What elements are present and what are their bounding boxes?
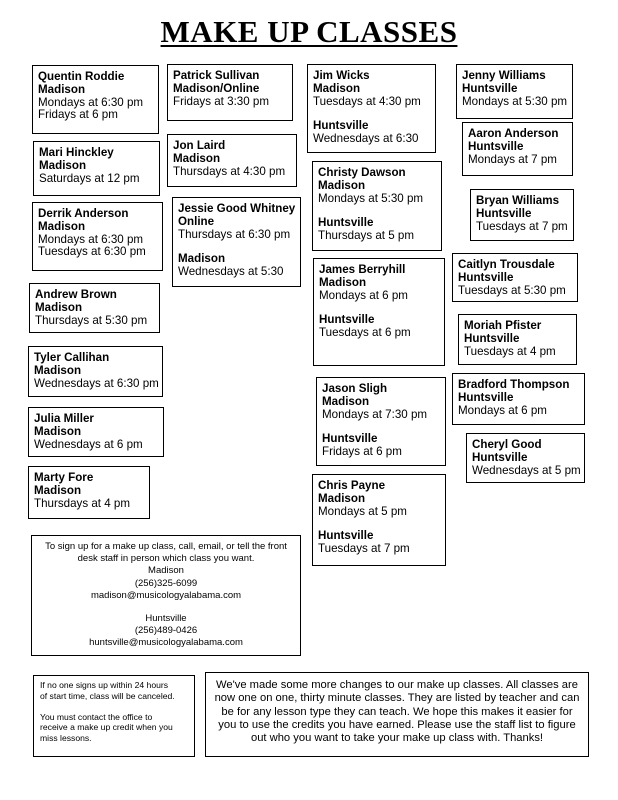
class-time: Mondays at 5:30 pm bbox=[318, 191, 424, 205]
teacher-card-caitlyn-trousdale bbox=[452, 253, 578, 302]
announcement-box bbox=[205, 672, 589, 757]
teacher-name: Bryan Williams bbox=[476, 194, 560, 207]
teacher-card-james-berryhill bbox=[313, 258, 445, 366]
teacher-card-jim-wicks bbox=[307, 64, 436, 153]
credit-policy: You must contact the office to bbox=[40, 711, 153, 722]
teacher-name: Christy Dawson bbox=[318, 166, 406, 179]
location: Huntsville bbox=[476, 206, 532, 220]
credit-policy: receive a make up credit when you bbox=[40, 722, 173, 733]
teacher-name: Jim Wicks bbox=[313, 69, 370, 82]
teacher-card-tyler-callihan bbox=[28, 346, 163, 397]
teacher-name: Aaron Anderson bbox=[468, 127, 559, 140]
teacher-name: Bradford Thompson bbox=[458, 378, 570, 391]
class-time: Wednesdays at 5:30 bbox=[178, 265, 284, 279]
teacher-name: Chris Payne bbox=[318, 479, 386, 492]
teacher-card-marty-fore bbox=[28, 466, 150, 519]
class-time: Tuesdays at 6:30 pm bbox=[38, 245, 146, 259]
madison-email: madison@musicologyalabama.com bbox=[90, 589, 242, 601]
location: Madison bbox=[38, 82, 86, 96]
class-time: Mondays at 7:30 pm bbox=[322, 407, 428, 421]
policy-note-box bbox=[33, 675, 195, 757]
location: Huntsville bbox=[319, 313, 375, 327]
location: Huntsville bbox=[322, 432, 378, 446]
location: Madison/Online bbox=[173, 81, 260, 95]
location: Madison bbox=[39, 158, 87, 172]
teacher-card-andrew-brown bbox=[29, 283, 160, 333]
class-time: Fridays at 6 pm bbox=[322, 445, 402, 459]
location: Madison bbox=[318, 491, 366, 505]
class-time: Tuesdays at 4 pm bbox=[464, 344, 556, 358]
location: Huntsville bbox=[462, 81, 518, 95]
signup-instructions: To sign up for a make up class, call, email, or tell the front bbox=[45, 541, 287, 552]
location: Online bbox=[178, 214, 215, 228]
location: Huntsville bbox=[313, 119, 369, 133]
class-time: Mondays at 6 pm bbox=[458, 403, 547, 417]
teacher-name: Cheryl Good bbox=[472, 438, 542, 451]
teacher-card-julia-miller bbox=[28, 407, 164, 457]
location: Madison bbox=[313, 81, 361, 95]
teacher-name: Quentin Roddie bbox=[38, 70, 125, 83]
location: Huntsville bbox=[458, 390, 514, 404]
location: Madison bbox=[173, 151, 221, 165]
location: Huntsville bbox=[458, 270, 514, 284]
class-time: Wednesdays at 5 pm bbox=[472, 463, 581, 477]
teacher-card-quentin-roddie bbox=[32, 65, 159, 134]
location: Huntsville bbox=[318, 529, 374, 543]
teacher-card-chris-payne bbox=[312, 474, 446, 566]
cancel-policy: of start time, class will be canceled. bbox=[40, 690, 175, 701]
credit-policy: miss lessons. bbox=[40, 733, 92, 744]
location: Madison bbox=[319, 275, 367, 289]
teacher-card-jessie-good-whitney bbox=[172, 197, 301, 287]
teacher-card-moriah-pfister bbox=[458, 314, 577, 365]
class-time: Wednesdays at 6 pm bbox=[34, 437, 143, 451]
signup-info-box bbox=[31, 535, 301, 656]
class-time: Wednesdays at 6:30 pm bbox=[34, 376, 159, 390]
teacher-name: Caitlyn Trousdale bbox=[458, 258, 555, 271]
class-time: Fridays at 3:30 pm bbox=[173, 94, 270, 108]
madison-phone: (256)325-6099 bbox=[134, 577, 198, 589]
location: Madison bbox=[322, 394, 370, 408]
class-time: Mondays at 6:30 pm bbox=[38, 95, 144, 109]
teacher-card-derrik-anderson bbox=[32, 202, 163, 271]
teacher-name: Andrew Brown bbox=[35, 288, 117, 301]
class-time: Thursdays at 4:30 pm bbox=[173, 164, 286, 178]
teacher-name: Jessie Good Whitney bbox=[178, 202, 296, 215]
teacher-card-christy-dawson bbox=[312, 161, 442, 251]
signup-instructions: desk staff in person which class you want. bbox=[77, 553, 255, 565]
announcement-text: We've made some more changes to our make up classes. All classes are now one on one, thirty minute classes. They are listed by teacher and can be for any lesson type they can teach. We hope this makes it easier for you to use the credits you have earned. Please use the staff list to figure out who you want to take your make up class with. Thanks! bbox=[214, 679, 580, 745]
class-time: Tuesdays at 7 pm bbox=[318, 542, 410, 556]
class-time: Mondays at 6:30 pm bbox=[38, 232, 144, 246]
huntsville-phone: (256)489-0426 bbox=[134, 625, 198, 637]
class-time: Thursdays at 4 pm bbox=[34, 496, 131, 510]
class-time: Mondays at 5 pm bbox=[318, 504, 407, 518]
class-time: Wednesdays at 6:30 bbox=[313, 132, 419, 146]
location: Madison bbox=[34, 483, 82, 497]
class-time: Thursdays at 5:30 pm bbox=[35, 313, 148, 327]
class-time: Thursdays at 6:30 pm bbox=[178, 227, 291, 241]
cancel-policy: If no one signs up within 24 hours bbox=[40, 680, 169, 690]
teacher-name: Jon Laird bbox=[173, 139, 226, 152]
class-time: Mondays at 7 pm bbox=[468, 152, 557, 166]
location: Madison bbox=[34, 424, 82, 438]
teacher-name: Moriah Pfister bbox=[464, 319, 542, 332]
huntsville-email: huntsville@musicologyalabama.com bbox=[89, 637, 243, 649]
teacher-card-mari-hinckley bbox=[33, 141, 160, 196]
teacher-name: Tyler Callihan bbox=[34, 351, 110, 364]
class-time: Tuesdays at 4:30 pm bbox=[313, 94, 421, 108]
teacher-name: Jenny Williams bbox=[462, 69, 546, 82]
location: Madison bbox=[178, 252, 226, 266]
location: Madison bbox=[34, 363, 82, 377]
teacher-name: Marty Fore bbox=[34, 471, 94, 484]
madison-label: Madison bbox=[148, 565, 184, 577]
teacher-card-aaron-anderson bbox=[462, 122, 573, 176]
location: Huntsville bbox=[464, 331, 520, 345]
teacher-card-bryan-williams bbox=[470, 189, 574, 241]
class-time: Saturdays at 12 pm bbox=[39, 171, 140, 185]
location: Huntsville bbox=[318, 216, 374, 230]
teacher-card-bradford-thompson bbox=[452, 373, 585, 425]
class-time: Tuesdays at 5:30 pm bbox=[458, 283, 566, 297]
location: Huntsville bbox=[472, 450, 528, 464]
location: Madison bbox=[38, 219, 86, 233]
teacher-name: Mari Hinckley bbox=[39, 146, 114, 159]
class-time: Tuesdays at 7 pm bbox=[476, 219, 568, 233]
teacher-name: Julia Miller bbox=[34, 412, 94, 425]
teacher-name: Patrick Sullivan bbox=[173, 69, 260, 82]
teacher-name: Derrik Anderson bbox=[38, 207, 129, 220]
teacher-card-patrick-sullivan bbox=[167, 64, 293, 121]
class-time: Tuesdays at 6 pm bbox=[319, 326, 411, 340]
teacher-card-jason-sligh bbox=[316, 377, 446, 466]
teacher-card-cheryl-good bbox=[466, 433, 585, 483]
location: Madison bbox=[35, 300, 83, 314]
class-time: Mondays at 6 pm bbox=[319, 288, 408, 302]
location: Madison bbox=[318, 178, 366, 192]
page-title: MAKE UP CLASSES bbox=[160, 14, 458, 49]
teacher-name: Jason Sligh bbox=[322, 382, 388, 395]
teacher-card-jenny-williams bbox=[456, 64, 573, 119]
teacher-name: James Berryhill bbox=[319, 263, 406, 276]
class-time: Fridays at 6 pm bbox=[38, 108, 118, 122]
huntsville-label: Huntsville bbox=[145, 613, 187, 625]
location: Huntsville bbox=[468, 139, 524, 153]
teacher-card-jon-laird bbox=[167, 134, 297, 187]
class-time: Thursdays at 5 pm bbox=[318, 229, 415, 243]
class-time: Mondays at 5:30 pm bbox=[462, 94, 568, 108]
